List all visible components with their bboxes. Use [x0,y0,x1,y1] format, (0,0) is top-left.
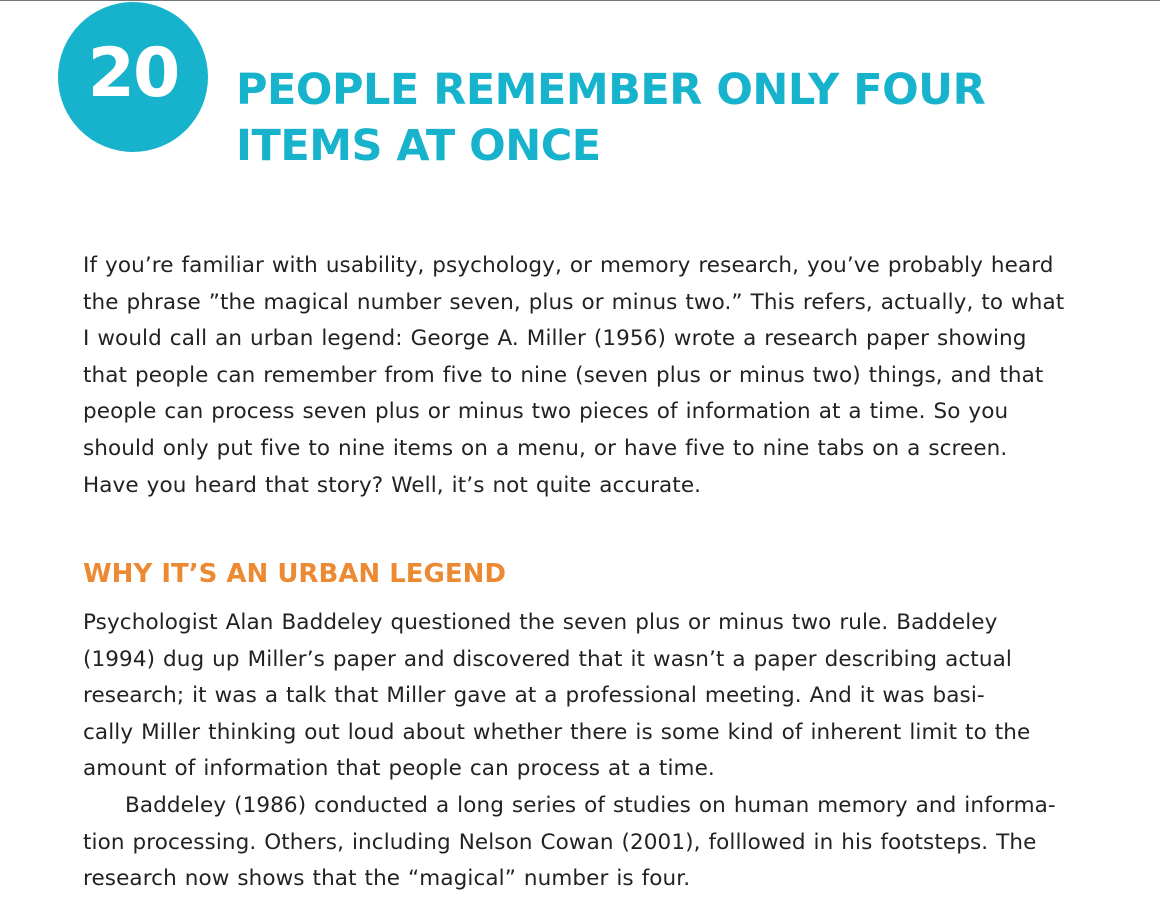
section-line-indented [83,788,1160,825]
section-heading: WHY IT’S AN URBAN LEGEND [83,559,506,589]
intro-line: people can process seven plus or minus two pieces of information at a time. So you [83,399,1009,425]
section-line-text: Baddeley (1986) conducted a long series of studies on human memory and informa- [125,792,1056,818]
chapter-title [236,62,1136,174]
chapter-number-badge [58,2,208,152]
intro-line: I would call an urban legend: George A. Miller (1956) wrote a research paper showing [83,326,1027,352]
section-body [83,605,1160,898]
chapter-number: 20 [87,34,179,113]
section-line: Psychologist Alan Baddeley questioned the seven plus or minus two rule. Baddeley [83,610,998,635]
section-line: cally Miller thinking out loud about whether there is some kind of inherent limit to the [83,719,1031,745]
chapter-title-line-2: ITEMS AT ONCE [236,121,601,171]
chapter-title-line-1: PEOPLE REMEMBER ONLY FOUR [236,65,986,115]
intro-line: the phrase ”the magical number seven, plus or minus two.” This refers, actually, to what [83,289,1065,315]
intro-line: that people can remember from five to nine (seven plus or minus two) things, and that [83,362,1044,388]
section-line: research now shows that the “magical” number is four. [83,866,691,892]
section-line: tion processing. Others, including Nelson Cowan (2001), folllowed in his footsteps. The [83,829,1037,855]
intro-line: Have you heard that story? Well, it’s not quite accurate. [83,472,702,498]
intro-line: should only put five to nine items on a menu, or have five to nine tabs on a screen. [83,435,1008,461]
intro-line: If you’re familiar with usability, psychology, or memory research, you’ve probably heard [83,253,1054,278]
section-line: amount of information that people can process at a time. [83,756,715,782]
section-line: (1994) dug up Miller’s paper and discovered that it wasn’t a paper describing actual [83,646,1012,672]
section-line: research; it was a talk that Miller gave at a professional meeting. And it was basi- [83,683,985,709]
intro-paragraph [83,248,1160,504]
top-rule [0,0,1160,1]
